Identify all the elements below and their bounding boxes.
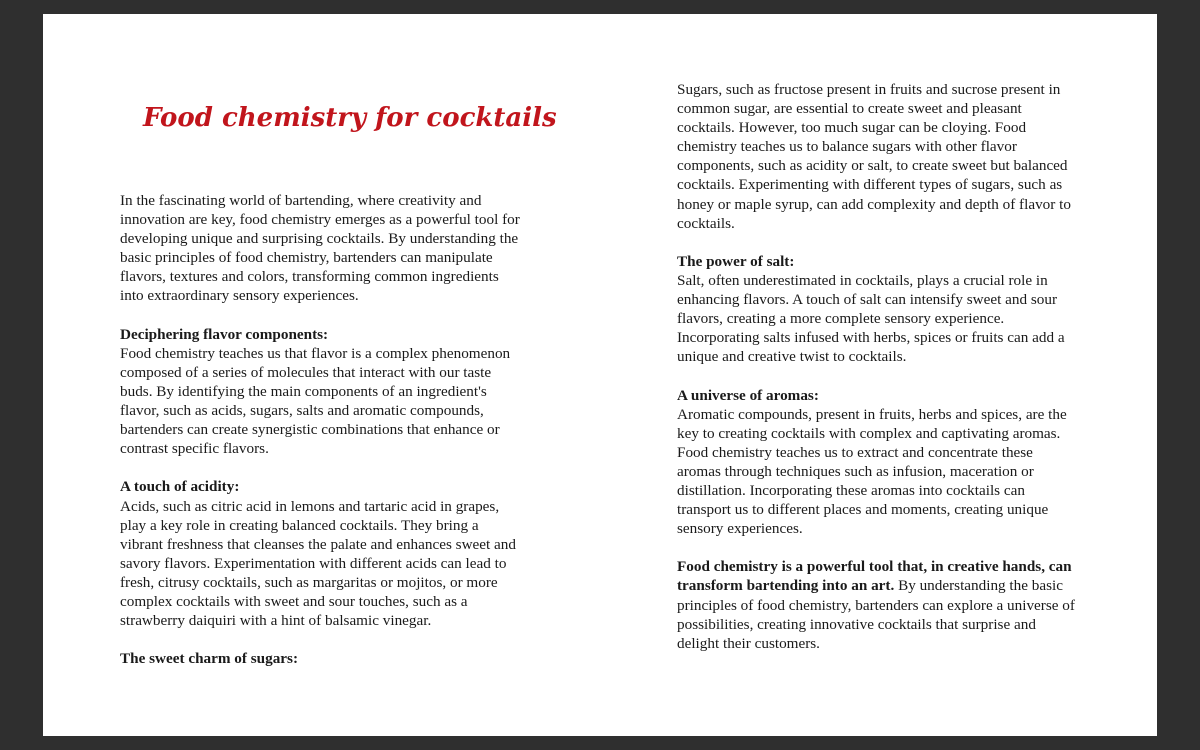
section-body: Aromatic compounds, present in fruits, herbs and spices, are the key to creating cocktails with complex and captivating aromas. Food chemistry teaches us to extract and concentrate these aromas through techniques such as infusion, maceration or distillation. Incorporating these aromas into cocktails can transport us to different places and moments, creating unique sensory experiences. [677, 405, 1067, 538]
section-salt [677, 252, 1077, 367]
section-aromas [677, 386, 1077, 539]
section-heading: The power of salt: [677, 252, 795, 270]
right-column [677, 80, 1077, 672]
section-sugars [120, 649, 520, 668]
conclusion-bold-text: Food chemistry is a powerful tool that, in creative hands, can transform bartending into an art. [677, 558, 1072, 595]
section-heading: The sweet charm of sugars: [120, 650, 299, 668]
section-heading: Deciphering flavor components: [120, 325, 329, 343]
intro-paragraph: In the fascinating world of bartending, where creativity and innovation are key, food chemistry emerges as a powerful tool for developing unique and surprising cocktails. By understanding the basic principles of food chemistry, bartenders can manipulate flavors, textures and colors, transforming common ingredients into extraordinary sensory experiences. [120, 192, 520, 305]
document-title: Food chemistry for cocktails [143, 103, 557, 133]
conclusion-paragraph [677, 557, 1077, 652]
section-heading: A touch of acidity: [120, 478, 240, 496]
section-acidity [120, 477, 520, 630]
sugars-body-paragraph: Sugars, such as fructose present in fruits and sucrose present in common sugar, are essential to create sweet and pleasant cocktails. However, too much sugar can be cloying. Food chemistry teaches us to balance sugars with other flavor components, such as acidity or salt, to create sweet but balanced cocktails. Experimenting with different types of sugars, such as honey or maple syrup, can add complexity and depth of flavor to cocktails. [677, 81, 1071, 232]
section-body: Acids, such as citric acid in lemons and tartaric acid in grapes, play a key role in creating balanced cocktails. They bring a vibrant freshness that cleanses the palate and enhances sweet and savory flavors. Experimentation with different acids can lead to fresh, citrusy cocktails, such as margaritas or mojitos, or more complex cocktails with sweet and sour touches, such as a strawberry daiquiri with a hint of balsamic vinegar. [120, 497, 516, 630]
document-page [43, 14, 1157, 736]
conclusion-body-text: By understanding the basic principles of food chemistry, bartenders can explore a universe of possibilities, creating innovative cocktails that surprise and delight their customers. [677, 577, 1075, 652]
left-column [120, 191, 520, 687]
section-flavor-components [120, 325, 520, 459]
section-body: Food chemistry teaches us that flavor is a complex phenomenon composed of a series of molecules that interact with our taste buds. By identifying the main components of an ingredient's flavor, such as acids, sugars, salts and aromatic compounds, bartenders can create synergistic combinations that enhance or contrast specific flavors. [120, 344, 511, 458]
section-body: Salt, often underestimated in cocktails, plays a crucial role in enhancing flavors. A touch of salt can intensify sweet and sour flavors, creating a more complete sensory experience. Incorporating salts infused with herbs, spices or fruits can add a unique and creative twist to cocktails. [677, 271, 1065, 366]
section-heading: A universe of aromas: [677, 386, 819, 404]
